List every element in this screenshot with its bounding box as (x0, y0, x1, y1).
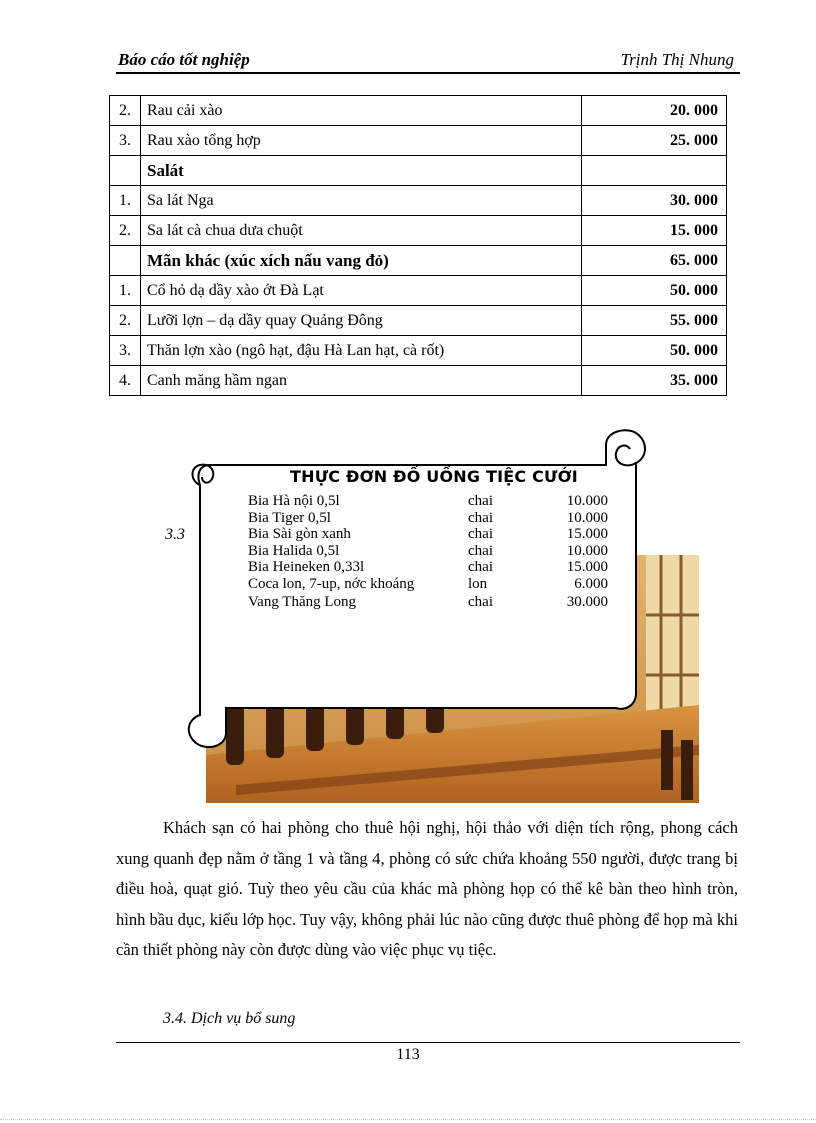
table-row (110, 216, 727, 246)
menu-num-cell: 1. (110, 186, 141, 216)
menu-name-cell: Cổ hỏ dạ dầy xào ớt Đà Lạt (141, 276, 582, 306)
menu-table (109, 95, 727, 396)
table-row (110, 366, 727, 396)
drink-price: 15.000 (566, 559, 608, 575)
table-row (110, 96, 727, 126)
table-row (110, 306, 727, 336)
table-row (110, 126, 727, 156)
table-row (110, 336, 727, 366)
drink-list (248, 493, 610, 611)
table-row (110, 276, 727, 306)
footer-divider (116, 1042, 740, 1043)
drink-price: 30.000 (566, 594, 608, 610)
drink-unit: lon (468, 575, 488, 592)
menu-num-cell: 2. (110, 306, 141, 336)
drink-unit: chai (468, 493, 493, 509)
drink-item (248, 510, 610, 527)
drink-item (248, 576, 610, 593)
menu-price-cell: 30. 000 (582, 186, 727, 216)
menu-price-cell: 50. 000 (582, 336, 727, 366)
menu-name-cell: Canh măng hầm ngan (141, 366, 582, 396)
drink-menu-title: THỰC ĐƠN ĐỒ UỐNG TIỆC CƯỚI (290, 467, 578, 486)
menu-name-cell: Thăn lợn xào (ngô hạt, đậu Hà Lan hạt, cà rốt) (141, 336, 582, 366)
menu-name-cell: Lưỡi lợn – dạ dầy quay Quảng Đông (141, 306, 582, 336)
author-name: Trịnh Thị Nhung (620, 50, 734, 69)
menu-price-cell: 55. 000 (582, 306, 727, 336)
menu-name-cell: Salát (141, 156, 582, 186)
table-row (110, 246, 727, 276)
drink-name: Bia Heineken 0,33l (248, 559, 365, 575)
body-paragraph (116, 813, 738, 966)
menu-num-cell (110, 246, 141, 276)
menu-price-cell (582, 156, 727, 186)
table-row (110, 186, 727, 216)
menu-num-cell: 2. (110, 96, 141, 126)
page-edge-divider (0, 1119, 816, 1120)
drink-item (248, 526, 610, 543)
menu-price-cell: 20. 000 (582, 96, 727, 126)
drink-unit: chai (468, 526, 493, 542)
page-header (116, 48, 740, 74)
menu-num-cell: 4. (110, 366, 141, 396)
table-row (110, 156, 727, 186)
menu-num-cell: 2. (110, 216, 141, 246)
drink-unit: chai (468, 542, 493, 559)
menu-price-cell: 65. 000 (582, 246, 727, 276)
drink-name: Vang Thăng Long (248, 594, 357, 610)
menu-price-cell: 15. 000 (582, 216, 727, 246)
menu-num-cell: 3. (110, 336, 141, 366)
menu-name-cell: Rau xào tổng hợp (141, 126, 582, 156)
report-title: Báo cáo tốt nghiệp (118, 50, 250, 69)
section-heading-3-4: 3.4. Dịch vụ bổ sung (163, 1010, 296, 1027)
menu-price-cell: 50. 000 (582, 276, 727, 306)
drink-item (248, 543, 610, 560)
menu-name-cell: Sa lát cà chua dưa chuột (141, 216, 582, 246)
page-number: 113 (396, 1046, 420, 1063)
drink-name: Bia Halida 0,5l (248, 542, 340, 559)
drink-unit: chai (468, 509, 493, 526)
drink-price: 6.000 (574, 575, 608, 592)
menu-name-cell: Sa lát Nga (141, 186, 582, 216)
drink-unit: chai (468, 594, 493, 610)
drink-name: Bia Sài gòn xanh (248, 526, 351, 542)
drink-item (248, 559, 610, 576)
menu-num-cell: 1. (110, 276, 141, 306)
section-heading-3-3: 3.3 (165, 526, 185, 543)
menu-num-cell (110, 156, 141, 186)
paragraph-text: Khách sạn có hai phòng cho thuê hội nghị, hội thảo với diện tích rộng, phong cách xung quanh đẹp nằm ở tầng 1 và tầng 4, phòng có sức chứa khoảng 550 người, được trang bị điều hoà, quạt gió. Tuỳ theo yêu cầu của khác mà phòng họp có thể kê bàn theo hình tròn, hình bầu dục, kiểu lớp học. Tuy vậy, không phải lúc nào cũng được thuê phòng để họp mà khi cần thiết phòng này còn được dùng vào việc phục vụ tiệc. (116, 818, 738, 960)
menu-price-cell: 25. 000 (582, 126, 727, 156)
drink-item (248, 493, 610, 510)
drink-item (248, 594, 610, 611)
menu-name-cell: Rau cải xào (141, 96, 582, 126)
menu-num-cell: 3. (110, 126, 141, 156)
menu-name-cell: Mãn khác (xúc xích nấu vang đỏ) (141, 246, 582, 276)
drink-name: Bia Tiger 0,5l (248, 509, 331, 526)
drink-name: Coca lon, 7-up, nớc khoáng (248, 575, 415, 592)
drink-name: Bia Hà nội 0,5l (248, 493, 340, 509)
drink-price: 15.000 (566, 526, 608, 542)
drink-price: 10.000 (566, 493, 608, 509)
menu-price-cell: 35. 000 (582, 366, 727, 396)
drink-price: 10.000 (566, 542, 608, 559)
drink-unit: chai (468, 559, 493, 575)
drink-price: 10.000 (566, 509, 608, 526)
